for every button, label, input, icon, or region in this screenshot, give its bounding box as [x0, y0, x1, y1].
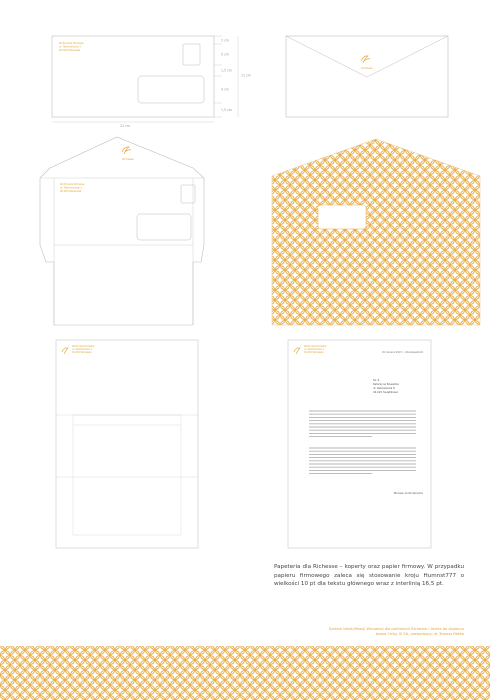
brand-name: Richesse	[122, 158, 134, 161]
dimension-label: 2 cm	[221, 38, 229, 43]
dimension-label: 1,5 cm	[221, 68, 232, 73]
sender-line: Perfumeria Richesse	[72, 345, 95, 348]
sender-line: 00-000 Warszawa	[60, 190, 82, 193]
dimension-label: 4 cm	[221, 87, 229, 92]
brand-name: Richesse	[361, 67, 373, 70]
recipient-line: Sz. P.	[373, 379, 380, 382]
letter-signature: Monsieur André Spinoloni	[393, 492, 423, 495]
recipient-line: 42-022 Świętlikowo	[373, 391, 399, 394]
recipient-line: ul. Rakowiecka 8	[373, 387, 395, 390]
sender-line: Perfumeria Richesse	[304, 345, 327, 348]
sender-line: 00-000 Warszawa	[72, 351, 92, 354]
ring-pattern	[268, 135, 484, 329]
letterhead-outline	[56, 340, 198, 548]
letter-outline	[288, 340, 431, 548]
sender-line: ul. Tatarowiczów 2	[304, 348, 325, 351]
envelope-front-sender	[59, 42, 84, 52]
width-label: 22 cm	[120, 124, 130, 128]
sender-line: 00-000 Warszawa	[59, 49, 81, 52]
footer-line: System Identyfikacji Wizualnej dla perfumerii Richesse / Aneks do dyplomu	[328, 627, 464, 631]
sender-line: Perfumeria Richesse	[59, 42, 84, 45]
sender-line: ul. Tatarowiczów 2	[72, 348, 93, 351]
dimension-label: 5 cm	[221, 52, 229, 57]
letterhead-blank	[56, 340, 198, 548]
inner-window	[318, 205, 366, 229]
sender-line: ul. Tatarowiczów 2	[60, 186, 82, 190]
sender-line: Perfumeria Richesse	[60, 183, 85, 186]
dimension-label: 1,5 cm	[221, 108, 232, 112]
sender-line: ul. Tatarowiczów 2	[59, 45, 81, 49]
footer-line: Iwona Cirlig, III SA, prowadzący: dr Tomasz Różka	[375, 632, 464, 637]
envelope-front	[52, 36, 251, 128]
recipient-line: Katarzyna Nowakka	[373, 383, 399, 386]
letter-page	[288, 340, 431, 548]
sender-line: 00-000 Warszawa	[304, 351, 324, 354]
height-label: 11 cm	[241, 73, 251, 78]
envelope-open	[40, 137, 204, 325]
footer-credits	[264, 627, 464, 638]
caption-text: Papeteria dla Richesse – koperty oraz papier firmowy. W przypadku papieru firmowego zaleca się stosowanie kroju Humnst777 o wielkości 10 pt dla tekstu głównego wraz z interlinią 16,5 pt.	[274, 564, 464, 588]
envelope-open-sender	[60, 183, 85, 193]
pattern-band	[0, 646, 490, 700]
letter-date: 20 czerwca 2013 r., Warszawa/Łódź	[382, 351, 423, 354]
envelope-inner-pattern	[268, 135, 484, 329]
envelope-back	[286, 36, 448, 117]
envelope-diecut-outline	[40, 137, 204, 325]
